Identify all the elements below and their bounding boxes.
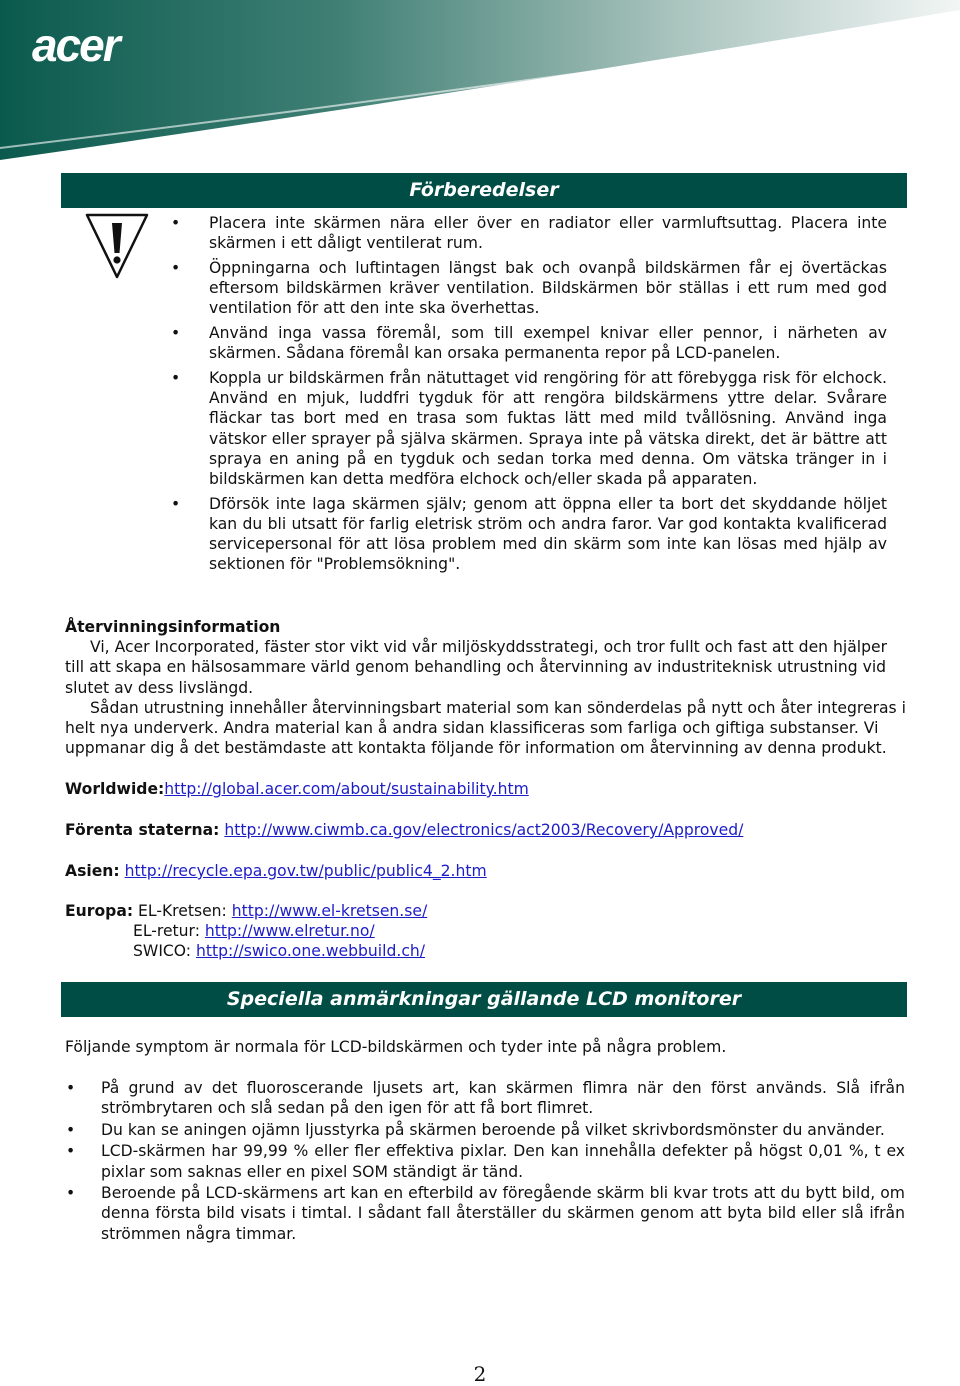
worldwide-label: Worldwide: xyxy=(65,780,165,798)
header-swoosh xyxy=(0,0,960,160)
europe-label: Europa: xyxy=(65,902,134,920)
list-item: • Koppla ur bildskärmen från nätuttaget vid rengöring för att förebygga risk för elchock. Använd en mjuk, luddfri tygduk för att rengöra bildskärmens yttre delar. Svårare fläckar tas bort med en trasa som fuktas lätt med mild tvållösning. Använd inga vätskor eller sprayer på själva skärmen. Spraya inte på vätska direkt, det är bättre att spraya en aning på en tygduk och sedan torka med denna. Om vätska tränger in i bildskärmen kan detta medföra elchock och/eller skada på apparaten. xyxy=(163,368,887,489)
europe-row-el-retur xyxy=(133,921,907,941)
usa-link[interactable]: http://www.ciwmb.ca.gov/electronics/act2003/Recovery/Approved/ xyxy=(224,821,744,839)
recycling-section xyxy=(65,617,907,758)
recycling-heading: Återvinningsinformation xyxy=(65,618,281,636)
list-item: • Dförsök inte laga skärmen själv; genom att öppna eller ta bort det skyddande höljet kan du bli utsatt för farlig eletrisk ström och andra faror. Var god kontakta kvalificerad servicepersonal för att lösa problem med din skärm som inte kan lösas med hjälp av sektionen för "Problemsökning". xyxy=(163,494,887,575)
europe-row-el-kretsen xyxy=(65,901,907,921)
list-item: • Beroende på LCD-skärmens art kan en efterbild av föregående skärm bli kvar trots att du bytt bild, om denna första bild visats i timtal. I sådant fall återställer du skärmen genom att byta bild eller slå ifrån strömmen några timmar. xyxy=(65,1183,905,1244)
europe-org-name: SWICO: xyxy=(133,942,192,961)
acer-logo: acer xyxy=(32,19,119,71)
el-kretsen-link[interactable]: http://www.el-kretsen.se/ xyxy=(231,902,428,920)
list-item: • Du kan se aningen ojämn ljusstyrka på skärmen beroende på vilket skrivbordsmönster du använder. xyxy=(65,1120,905,1140)
preparation-list xyxy=(163,213,887,579)
section-title-forberedelser: Förberedelser xyxy=(61,173,907,208)
europe-row-swico xyxy=(133,941,907,961)
recycling-paragraph-2: Sådan utrustning innehåller återvinningsbart material som kan sönderdelas på nytt och åter integreras i helt nya underverk. Andra material kan å andra sidan klassificeras som farliga och giftiga substanser. Vi uppmanar dig å det bestämdaste att kontakta följande för information om återvinning av denna produkt. xyxy=(65,698,906,758)
europe-block xyxy=(65,901,907,962)
asia-label: Asien: xyxy=(65,862,120,880)
section-title-lcd-notes: Speciella anmärkningar gällande LCD monitorer xyxy=(61,982,907,1017)
lcd-notes-list xyxy=(65,1078,905,1245)
list-item: • På grund av det fluoroscerande ljusets art, kan skärmen flimra när den först används. Slå ifrån strömbrytaren och slå sedan på den igen för att få bort flimret. xyxy=(65,1078,905,1119)
usa-row xyxy=(65,820,907,840)
page-number: 2 xyxy=(473,1362,487,1386)
lcd-intro: Följande symptom är normala för LCD-bildskärmen och tyder inte på några problem. xyxy=(65,1038,727,1056)
worldwide-row xyxy=(65,779,907,799)
list-item: • LCD-skärmen har 99,99 % eller fler effektiva pixlar. Den kan innehålla defekter på högst 0,01 %, t ex pixlar som saknas eller en pixel SOM ständigt är tänd. xyxy=(65,1141,905,1182)
warning-icon xyxy=(85,213,149,279)
list-item: • Använd inga vassa föremål, som till exempel knivar eller pennor, i närheten av skärmen. Sådana föremål kan orsaka permanenta repor på LCD-panelen. xyxy=(163,323,887,363)
recycling-paragraph-1: Vi, Acer Incorporated, fäster stor vikt vid vår miljöskyddsstrategi, och tror fullt och fast att den hjälper till att skapa en hälsosammare värld genom behandling och återvinning av industriteknisk utrustning vid slutet av dess livslängd. xyxy=(65,638,888,697)
swico-link[interactable]: http://swico.one.webbuild.ch/ xyxy=(196,942,426,961)
europe-org-name: EL-retur: xyxy=(133,922,200,941)
europe-org-name: EL-Kretsen: xyxy=(138,902,227,920)
list-item: • Öppningarna och luftintagen längst bak och ovanpå bildskärmen får ej övertäckas eftersom bildskärmen kräver ventilation. Bildskärmen bör ställas i ett rum med god ventilation för att den inte ska överhettas. xyxy=(163,258,887,319)
asia-link[interactable]: http://recycle.epa.gov.tw/public/public4_2.htm xyxy=(124,862,487,880)
list-item: • Placera inte skärmen nära eller över en radiator eller varmluftsuttag. Placera inte skärmen i ett dåligt ventilerat rum. xyxy=(163,213,887,253)
worldwide-link[interactable]: http://global.acer.com/about/sustainability.htm xyxy=(164,780,529,798)
asia-row xyxy=(65,861,907,881)
page-header xyxy=(0,0,960,160)
usa-label: Förenta staterna: xyxy=(65,821,220,839)
el-retur-link[interactable]: http://www.elretur.no/ xyxy=(204,922,375,941)
